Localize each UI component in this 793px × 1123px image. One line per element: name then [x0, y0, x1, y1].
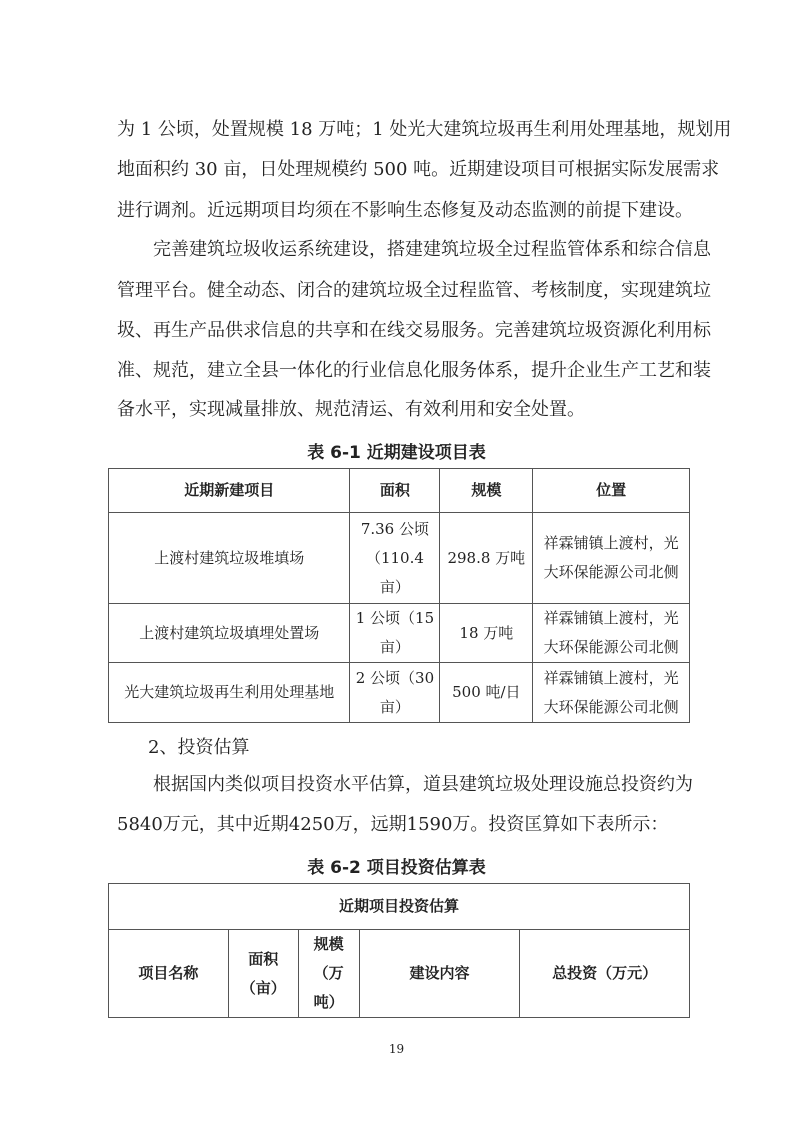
text-line: 地面积约 30 亩，日处理规模约 500 吨。近期建设项目可根据实际发展需求: [117, 159, 720, 180]
table-row: [109, 663, 690, 723]
text-line: 为 1 公顷，处置规模 18 万吨；1 处光大建筑垃圾再生利用处理基地，规划用: [117, 119, 732, 140]
table-cell: 上渡村建筑垃圾填埋处置场: [109, 604, 350, 663]
recent-projects-table: [108, 468, 690, 723]
column-header: 规模（万吨）: [298, 930, 359, 1018]
column-header: 总投资（万元）: [520, 930, 690, 1018]
table-cell: 祥霖铺镇上渡村，光大环保能源公司北侧: [533, 604, 690, 663]
column-header: 规模: [440, 469, 533, 513]
column-header: 近期新建项目: [109, 469, 350, 513]
table-caption: 表 6-2 项目投资估算表: [307, 858, 486, 878]
text-line: 准、规范，建立全县一体化的行业信息化服务体系，提升企业生产工艺和装: [117, 360, 711, 381]
page-number: 19: [388, 1042, 405, 1056]
text-line: 完善建筑垃圾收运系统建设，搭建建筑垃圾全过程监管体系和综合信息: [117, 239, 711, 260]
text-line: 进行调剂。近远期项目均须在不影响生态修复及动态监测的前提下建设。: [117, 200, 693, 221]
table-cell: 7.36 公顷（110.4 亩）: [350, 513, 440, 604]
text-line: 圾、再生产品供求信息的共享和在线交易服务。完善建筑垃圾资源化利用标: [117, 320, 711, 341]
table-cell: 祥霖铺镇上渡村，光大环保能源公司北侧: [533, 663, 690, 723]
text-line: 管理平台。健全动态、闭合的建筑垃圾全过程监管、考核制度，实现建筑垃: [117, 280, 711, 301]
column-header: 面积（亩）: [228, 930, 298, 1018]
table-row: [109, 513, 690, 604]
column-header: 位置: [533, 469, 690, 513]
column-header: 建设内容: [359, 930, 520, 1018]
table-cell: 298.8 万吨: [440, 513, 533, 604]
section-heading: 2、投资估算: [148, 737, 250, 758]
table-caption: 表 6-1 近期建设项目表: [307, 443, 486, 463]
table-cell: 500 吨/日: [440, 663, 533, 723]
table-cell: 祥霖铺镇上渡村，光大环保能源公司北侧: [533, 513, 690, 604]
investment-estimate-table: [108, 883, 690, 1018]
text-line: 备水平，实现减量排放、规范清运、有效利用和安全处置。: [117, 399, 585, 420]
column-header: 项目名称: [109, 930, 229, 1018]
text-line: 5840万元，其中近期4250万，远期1590万。投资匡算如下表所示：: [117, 814, 669, 835]
table-cell: 1 公顷（15 亩）: [350, 604, 440, 663]
table-cell: 上渡村建筑垃圾堆填场: [109, 513, 350, 604]
table-cell: 18 万吨: [440, 604, 533, 663]
column-header: 面积: [350, 469, 440, 513]
text-line: 根据国内类似项目投资水平估算，道县建筑垃圾处理设施总投资约为: [117, 774, 693, 795]
table-row: [109, 604, 690, 663]
table-cell: 2 公顷（30 亩）: [350, 663, 440, 723]
table-title: 近期项目投资估算: [109, 884, 690, 930]
table-cell: 光大建筑垃圾再生利用处理基地: [109, 663, 350, 723]
